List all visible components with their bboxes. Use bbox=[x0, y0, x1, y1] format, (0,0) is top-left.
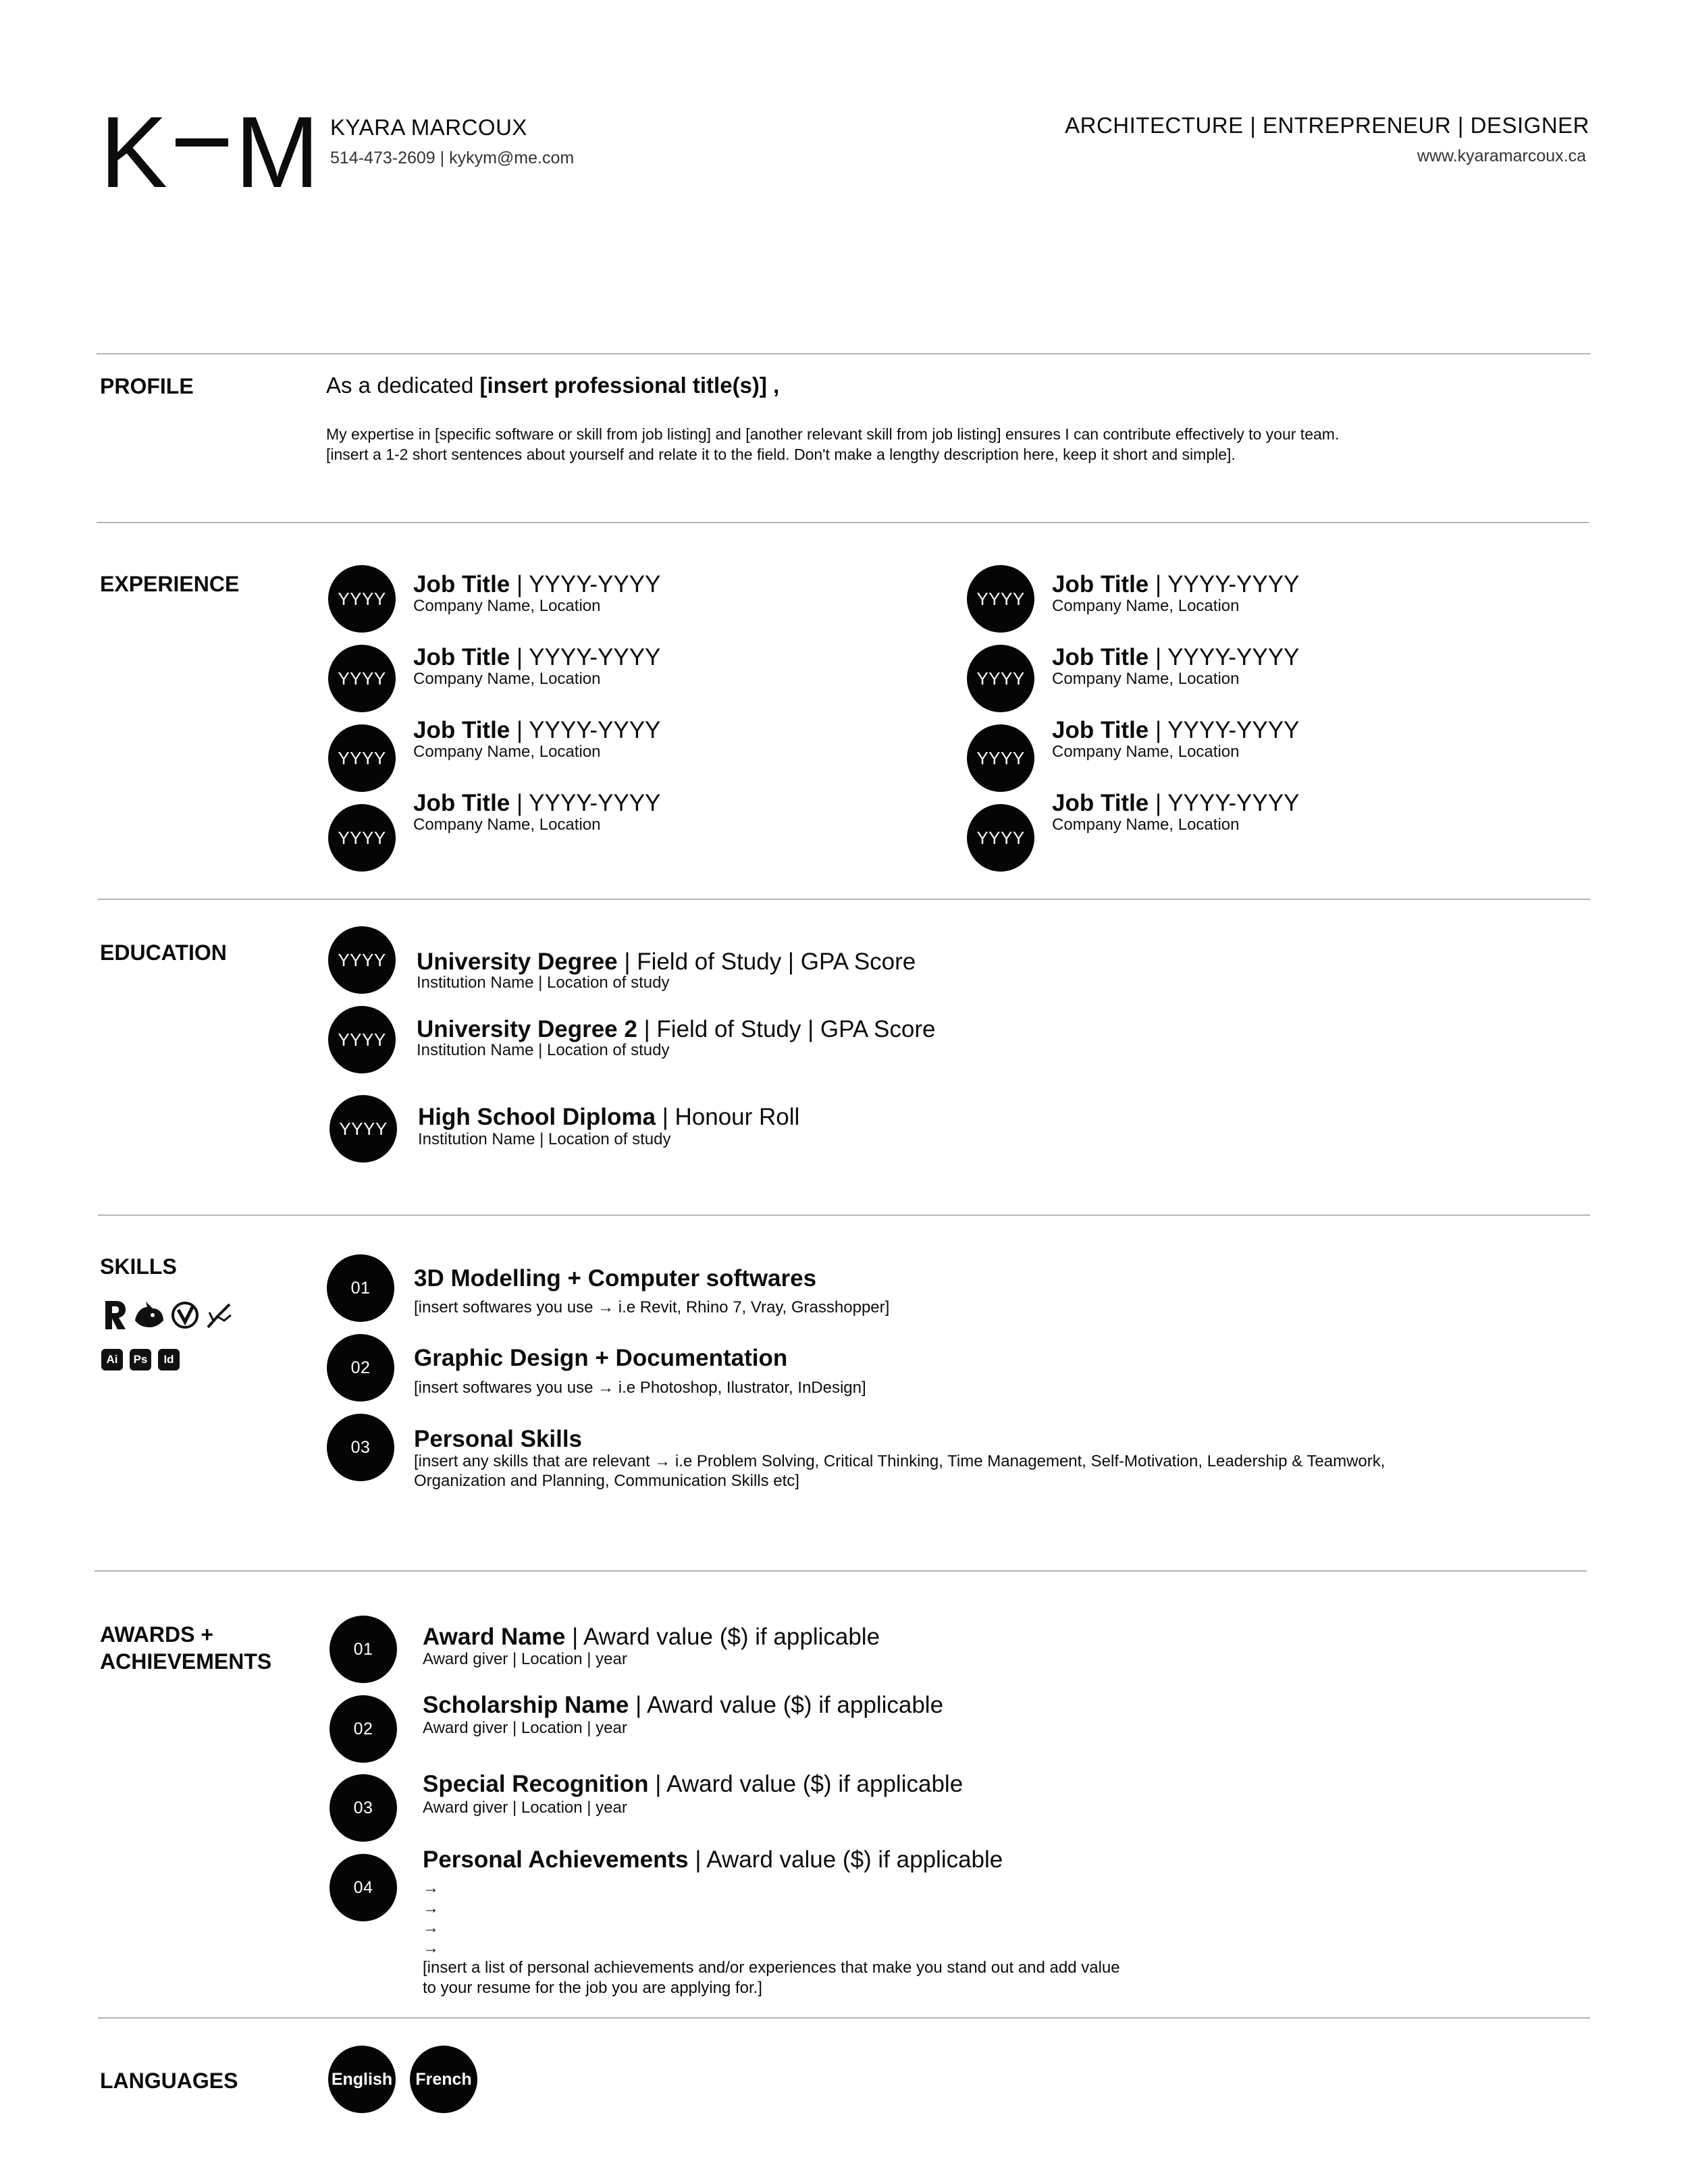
list-item: → bbox=[423, 1898, 439, 1917]
job-title: Job Title | YYYY-YYYY bbox=[1052, 644, 1300, 670]
award-title: Scholarship Name | Award value ($) if applicable bbox=[423, 1692, 944, 1718]
institution: Institution Name | Location of study bbox=[417, 1041, 670, 1059]
degree-title: High School Diploma | Honour Roll bbox=[418, 1104, 800, 1130]
year-badge: YYYY bbox=[328, 926, 396, 994]
adobe-badges bbox=[101, 1349, 180, 1370]
job-title: Job Title | YYYY-YYYY bbox=[413, 644, 661, 670]
award-title: Award Name | Award value ($) if applicable bbox=[423, 1624, 880, 1650]
job-company: Company Name, Location bbox=[1052, 597, 1240, 615]
skill-description: [insert any skills that are relevant → i.e Problem Solving, Critical Thinking, Time Management, Self-Motivation, Leadership & Teamwork, bbox=[414, 1452, 1386, 1470]
job-title: Job Title | YYYY-YYYY bbox=[413, 571, 661, 597]
grasshopper-icon bbox=[204, 1300, 234, 1330]
job-company: Company Name, Location bbox=[413, 597, 601, 615]
job-title: Job Title | YYYY-YYYY bbox=[1052, 717, 1300, 743]
year-badge: YYYY bbox=[328, 645, 396, 712]
illustrator-icon: Ai bbox=[101, 1349, 123, 1370]
job-company: Company Name, Location bbox=[1052, 816, 1240, 834]
institution: Institution Name | Location of study bbox=[418, 1130, 671, 1148]
website-link[interactable]: www.kyaramarcoux.ca bbox=[1417, 147, 1586, 165]
award-details: Award giver | Location | year bbox=[423, 1799, 627, 1817]
job-company: Company Name, Location bbox=[413, 816, 601, 834]
skill-title: Graphic Design + Documentation bbox=[414, 1345, 788, 1371]
rhino-icon bbox=[132, 1300, 166, 1330]
profile-lead: As a dedicated [insert professional title(s)] , bbox=[326, 373, 780, 398]
divider bbox=[97, 522, 1589, 523]
year-badge: YYYY bbox=[967, 645, 1034, 712]
job-company: Company Name, Location bbox=[413, 743, 601, 761]
award-title: Personal Achievements | Award value ($) if applicable bbox=[423, 1846, 1003, 1873]
award-details: Award giver | Location | year bbox=[423, 1719, 627, 1737]
job-title: Job Title | YYYY-YYYY bbox=[1052, 790, 1300, 816]
award-details: Award giver | Location | year bbox=[423, 1650, 627, 1668]
section-heading-education: EDUCATION bbox=[100, 940, 227, 965]
job-company: Company Name, Location bbox=[1052, 670, 1240, 688]
job-company: Company Name, Location bbox=[1052, 743, 1240, 761]
section-heading-awards: AWARDS + ACHIEVEMENTS bbox=[100, 1622, 272, 1674]
skill-description: [insert softwares you use → i.e Photoshop, Ilustrator, InDesign] bbox=[414, 1379, 866, 1397]
list-item: → bbox=[423, 1879, 439, 1897]
institution: Institution Name | Location of study bbox=[417, 974, 670, 992]
section-heading-skills: SKILLS bbox=[100, 1254, 177, 1279]
divider bbox=[98, 1215, 1590, 1216]
list-item: → bbox=[423, 1938, 439, 1957]
section-heading-languages: LANGUAGES bbox=[100, 2069, 238, 2093]
language-french: French bbox=[410, 2046, 477, 2113]
year-badge: YYYY bbox=[328, 1006, 396, 1073]
award-number: 04 bbox=[329, 1854, 397, 1921]
software-icons bbox=[103, 1300, 234, 1331]
job-company: Company Name, Location bbox=[413, 670, 601, 688]
year-badge: YYYY bbox=[967, 724, 1034, 792]
skill-number: 03 bbox=[327, 1414, 394, 1481]
section-heading-profile: PROFILE bbox=[100, 374, 194, 398]
tagline: ARCHITECTURE | ENTREPRENEUR | DESIGNER bbox=[1065, 113, 1589, 138]
achievement-list bbox=[423, 1878, 1120, 1998]
profile-summary: My expertise in [specific software or skill from job listing] and [another relevant skill from job listing] ensures I can contribute effectively to your team. [insert a 1-2 short sentences about yourself and relate it to the field. Don't make a lengthy description here, keep it short and simple]. bbox=[326, 425, 1340, 463]
job-title: Job Title | YYYY-YYYY bbox=[413, 790, 661, 816]
job-title: Job Title | YYYY-YYYY bbox=[413, 717, 661, 743]
year-badge: YYYY bbox=[967, 565, 1034, 633]
year-badge: YYYY bbox=[967, 804, 1034, 872]
monogram-logo: K M bbox=[100, 95, 321, 209]
award-number: 02 bbox=[329, 1695, 397, 1763]
candidate-name: KYARA MARCOUX bbox=[330, 115, 527, 140]
degree-title: University Degree 2 | Field of Study | GPA Score bbox=[417, 1016, 936, 1042]
degree-title: University Degree | Field of Study | GPA Score bbox=[417, 949, 916, 975]
year-badge: YYYY bbox=[328, 565, 396, 633]
achievement-note-cont: to your resume for the job you are applying for.] bbox=[423, 1978, 762, 1997]
skill-number: 01 bbox=[327, 1254, 394, 1322]
award-number: 03 bbox=[329, 1774, 397, 1842]
divider bbox=[95, 1570, 1587, 1572]
photoshop-icon: Ps bbox=[130, 1349, 151, 1370]
skill-description-cont: Organization and Planning, Communication Skills etc] bbox=[414, 1472, 799, 1490]
job-title: Job Title | YYYY-YYYY bbox=[1052, 571, 1300, 597]
skill-description: [insert softwares you use → i.e Revit, Rhino 7, Vray, Grasshopper] bbox=[414, 1298, 890, 1316]
year-badge: YYYY bbox=[328, 724, 396, 792]
year-badge: YYYY bbox=[329, 1095, 397, 1163]
divider bbox=[98, 2017, 1590, 2019]
award-number: 01 bbox=[329, 1616, 397, 1683]
award-title: Special Recognition | Award value ($) if applicable bbox=[423, 1771, 964, 1797]
vray-icon bbox=[170, 1300, 200, 1330]
divider bbox=[97, 353, 1591, 354]
list-item: → bbox=[423, 1919, 439, 1937]
skill-title: Personal Skills bbox=[414, 1426, 583, 1452]
indesign-icon: Id bbox=[158, 1349, 180, 1370]
achievement-note: [insert a list of personal achievements and/or experiences that make you stand out and add value bbox=[423, 1959, 1120, 1977]
skill-title: 3D Modelling + Computer softwares bbox=[414, 1265, 817, 1291]
contact-info: 514-473-2609 | kykym@me.com bbox=[330, 149, 575, 167]
revit-icon bbox=[103, 1300, 128, 1331]
section-heading-experience: EXPERIENCE bbox=[100, 572, 240, 596]
divider bbox=[98, 899, 1590, 900]
skill-number: 02 bbox=[327, 1334, 394, 1402]
year-badge: YYYY bbox=[328, 804, 396, 872]
language-english: English bbox=[328, 2046, 396, 2113]
